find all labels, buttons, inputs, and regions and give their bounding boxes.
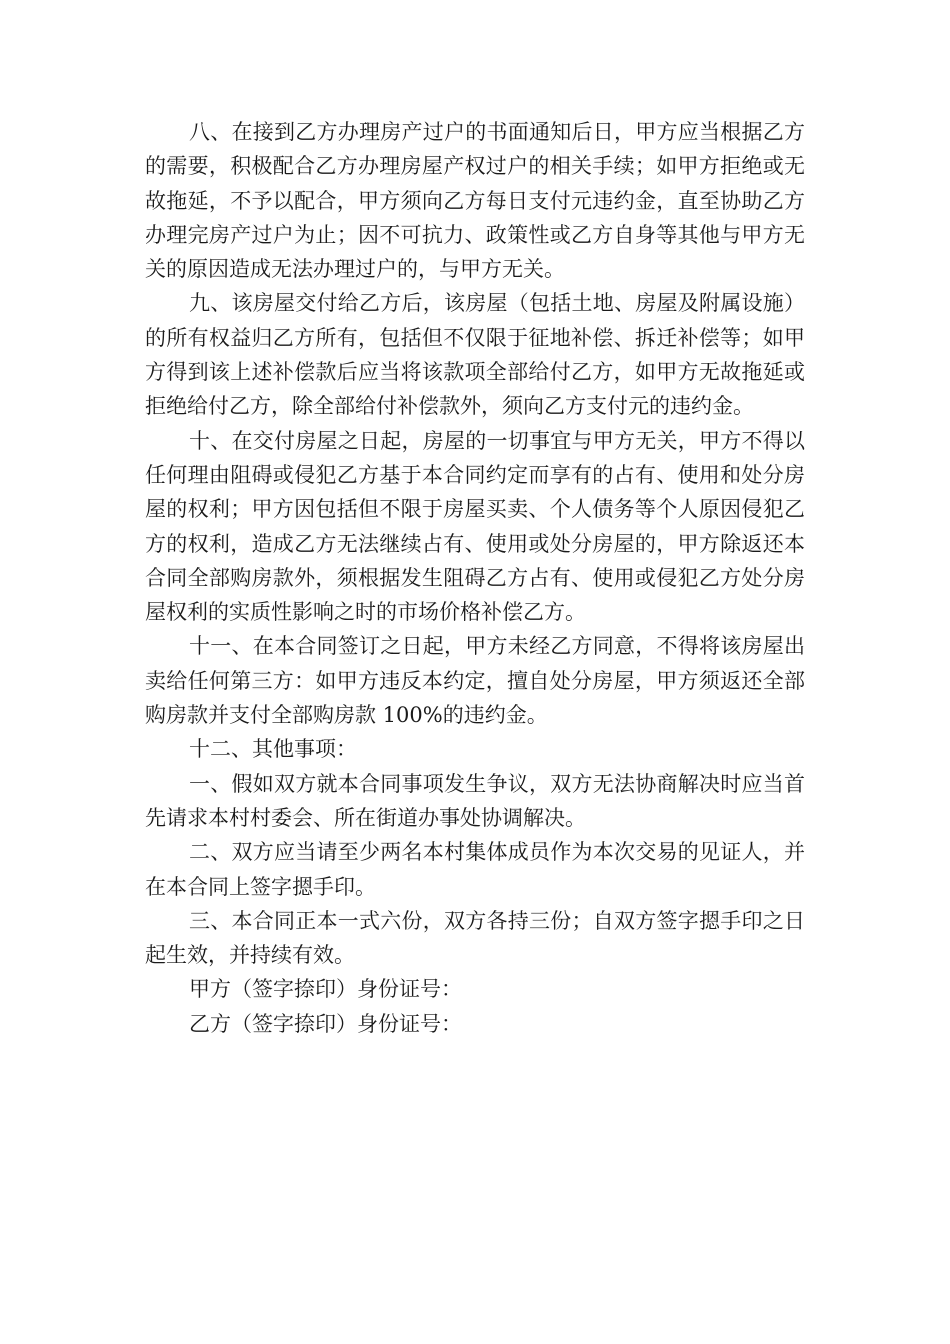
clause-10: 十、在交付房屋之日起，房屋的一切事宜与甲方无关，甲方不得以任何理由阻碍或侵犯乙方基于本合同约定而享有的占有、使用和处分房屋的权利；甲方因包括但不限于房屋买卖、个人债务等个人原因侵犯乙方的权利，造成乙方无法继续占有、使用或处分房屋的，甲方除返还本合同全部购房款外，须根据发生阻碍乙方占有、使用或侵犯乙方处分房屋权利的实质性影响之时的市场价格补偿乙方。 xyxy=(145,428,805,625)
clause-11: 十一、在本合同签订之日起，甲方未经乙方同意，不得将该房屋出卖给任何第三方：如甲方违反本约定，擅自处分房屋，甲方须返还全部购房款并支付全部购房款 100%的违约金。 xyxy=(145,634,805,728)
clause-12-item-1: 一、假如双方就本合同事项发生争议，双方无法协商解决时应当首先请求本村村委会、所在街道办事处协调解决。 xyxy=(145,771,805,830)
party-a-signature-line: 甲方（签字捺印）身份证号： xyxy=(189,977,462,1002)
clause-9: 九、该房屋交付给乙方后，该房屋（包括土地、房屋及附属设施）的所有权益归乙方所有，包括但不仅限于征地补偿、拆迁补偿等；如甲方得到该上述补偿款后应当将该款项全部给付乙方，如甲方无故拖延或拒绝给付乙方，除全部给付补偿款外，须向乙方支付元的违约金。 xyxy=(145,291,805,419)
clause-12-item-3: 三、本合同正本一式六份，双方各持三份；自双方签字摁手印之日起生效，并持续有效。 xyxy=(145,908,805,968)
party-b-signature-line: 乙方（签字捺印）身份证号： xyxy=(189,1011,462,1036)
clause-12-item-2: 二、双方应当请至少两名本村集体成员作为本次交易的见证人，并在本合同上签字摁手印。 xyxy=(145,840,805,899)
clause-8: 八、在接到乙方办理房产过户的书面通知后日，甲方应当根据乙方的需要，积极配合乙方办理房屋产权过户的相关手续；如甲方拒绝或无故拖延，不予以配合，甲方须向乙方每日支付元违约金，直至协助乙方办理完房产过户为止；因不可抗力、政策性或乙方自身等其他与甲方无关的原因造成无法办理过户的，与甲方无关。 xyxy=(145,120,805,282)
document-body xyxy=(145,115,805,1041)
clause-12-heading: 十二、其他事项： xyxy=(189,737,357,762)
